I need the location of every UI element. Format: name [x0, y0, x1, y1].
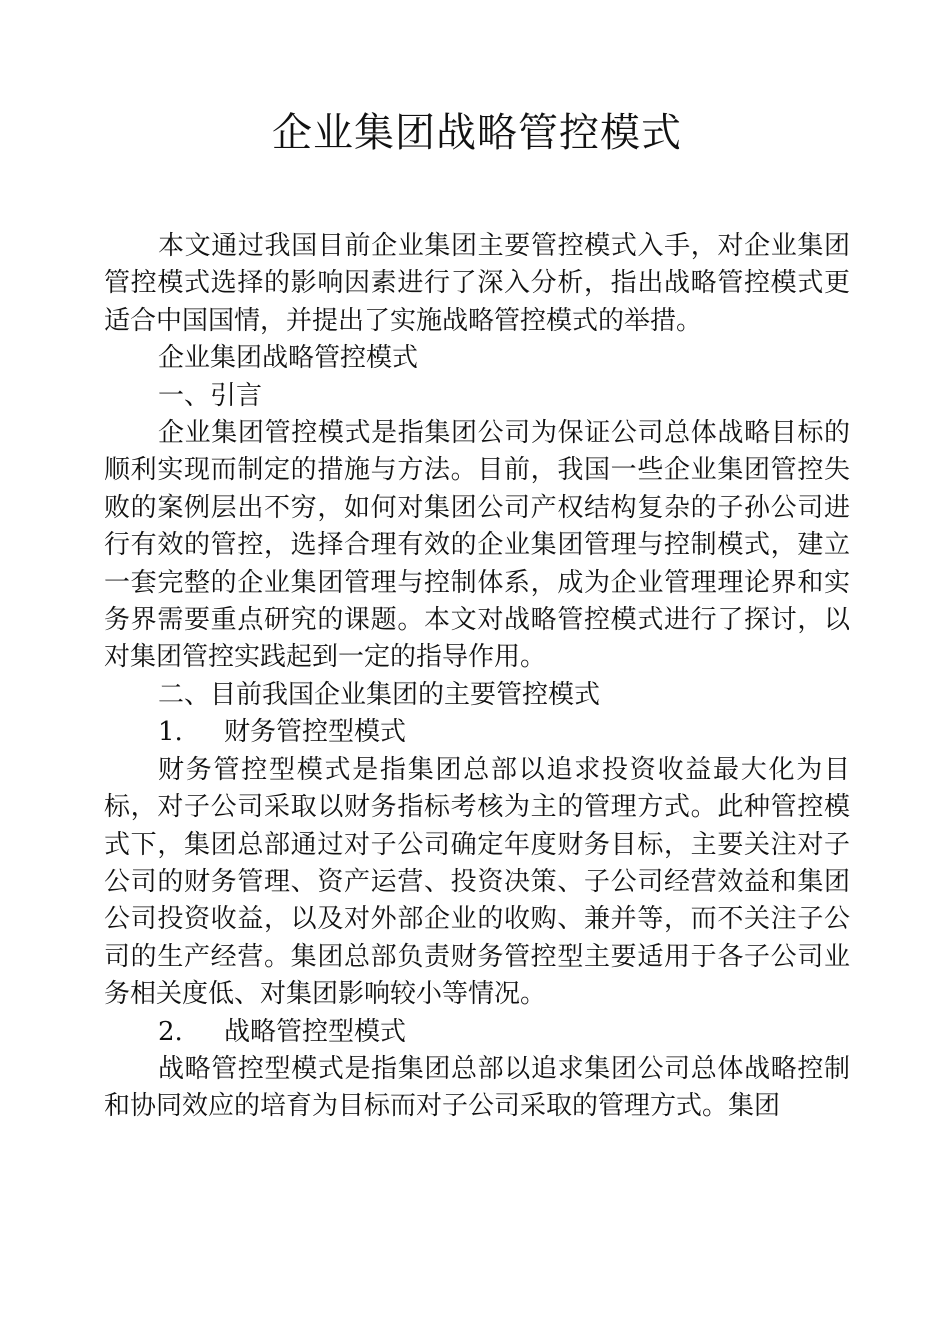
subsection-title: 战略管控型模式: [224, 1016, 407, 1047]
document-title: 企业集团战略管控模式: [272, 110, 682, 156]
document-body: [104, 228, 850, 1126]
introduction-paragraph: 企业集团管控模式是指集团公司为保证公司总体战略目标的顺利实现而制定的措施与方法。目前，我国一些企业集团管控失败的案例层出不穷，如何对集团公司产权结构复杂的子孙公司进行有效的管控，选择合理有效的企业集团管理与控制模式，建立一套完整的企业集团管理与控制体系，成为企业管理理论界和实务界需要重点研究的课题。本文对战略管控模式进行了探讨，以对集团管控实践起到一定的指导作用。: [104, 418, 850, 673]
topic-line: 企业集团战略管控模式: [158, 343, 419, 374]
subsection-number: 2.: [158, 1016, 183, 1047]
strategic-mode-paragraph: 战略管控型模式是指集团总部以追求集团公司总体战略控制和协同效应的培育为目标而对子公司采取的管理方式。集团: [104, 1053, 850, 1122]
section-heading-main-modes: 二、目前我国企业集团的主要管控模式: [158, 679, 601, 710]
financial-mode-paragraph: 财务管控型模式是指集团总部以追求投资收益最大化为目标，对子公司采取以财务指标考核为主的管理方式。此种管控模式下，集团总部通过对子公司确定年度财务目标，主要关注对子公司的财务管理、资产运营、投资决策、子公司经营效益和集团公司投资收益，以及对外部企业的收购、兼并等，而不关注子公司的生产经营。集团总部负责财务管控型主要适用于各子公司业务相关度低、对集团影响较小等情况。: [104, 754, 850, 1010]
section-heading-introduction: 一、引言: [158, 380, 263, 411]
subsection-title: 财务管控型模式: [224, 717, 407, 748]
subsection-heading-financial: [104, 714, 850, 751]
subsection-number: 1.: [158, 717, 183, 748]
subsection-heading-strategic: [104, 1014, 850, 1051]
abstract-paragraph: 本文通过我国目前企业集团主要管控模式入手，对企业集团管控模式选择的影响因素进行了深入分析，指出战略管控模式更适合中国国情，并提出了实施战略管控模式的举措。: [104, 231, 850, 336]
